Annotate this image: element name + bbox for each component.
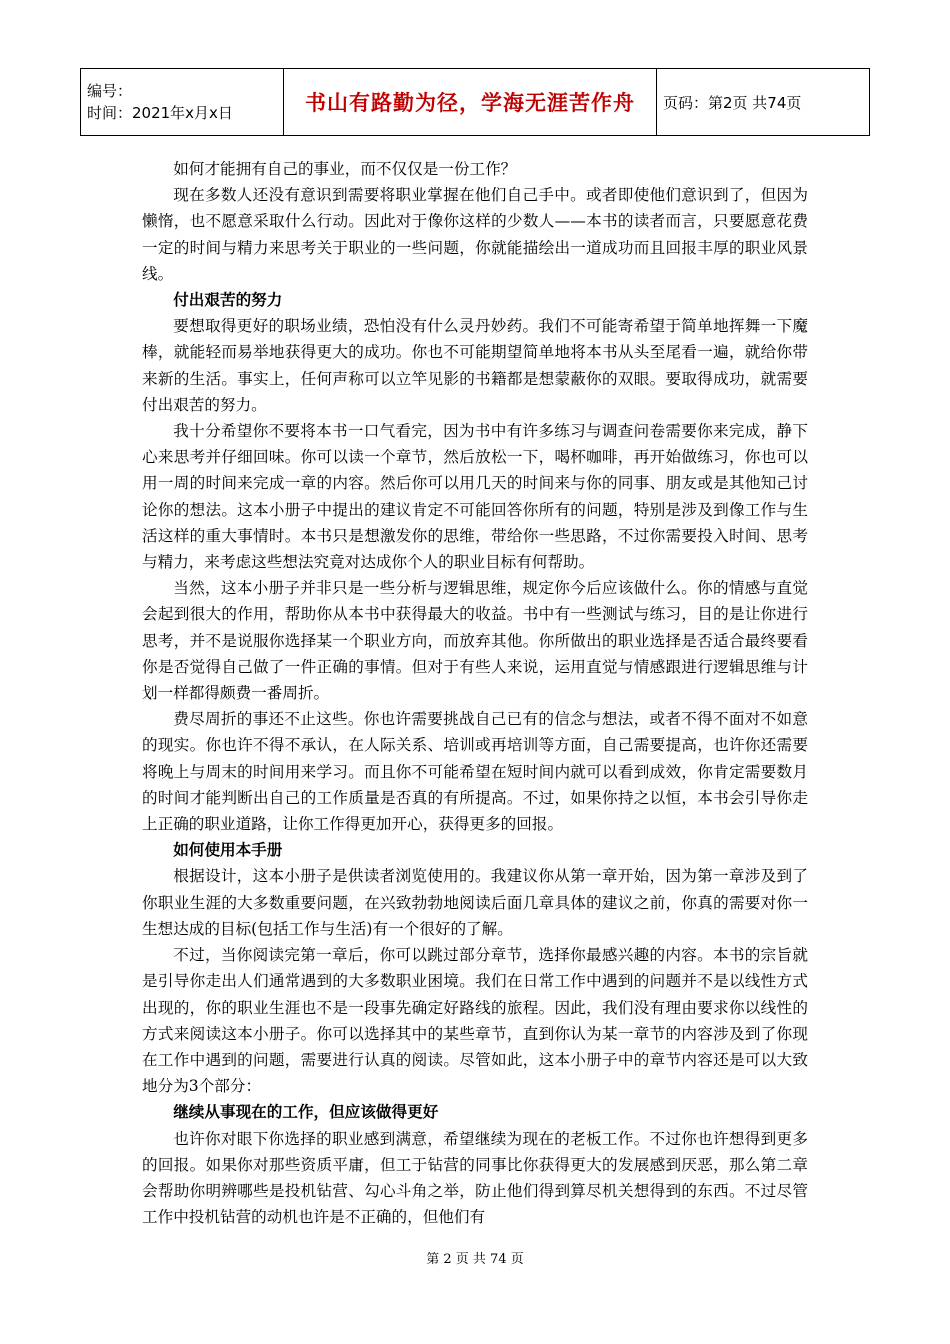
document-time: 时间：2021年x月x日 <box>87 104 233 122</box>
page-header <box>80 68 870 136</box>
document-body <box>142 156 808 1230</box>
body-paragraph: 当然，这本小册子并非只是一些分析与逻辑思维，规定你今后应该做什么。你的情感与直觉会起到很大的作用，帮助你从本书中获得最大的收益。书中有一些测试与练习，目的是让你进行思考，并不是说服你选择某一个职业方向，而放弃其他。你所做出的职业选择是否适合最终要看你是否觉得自己做了一件正确的事情。但对于有些人来说，运用直觉与情感跟进行逻辑思维与计划一样都得颇费一番周折。 <box>142 579 808 703</box>
body-paragraph: 费尽周折的事还不止这些。你也许需要挑战自己已有的信念与想法，或者不得不面对不如意的现实。你也许不得不承认，在人际关系、培训或再培训等方面，自己需要提高，也许你还需要将晚上与周末的时间用来学习。而且你不可能希望在短时间内就可以看到成效，你肯定需要数月的时间才能判断出自己的工作质量是否真的有所提高。不过，如果你持之以恒，本书会引导你走上正确的职业道路，让你工作得更加开心，获得更多的回报。 <box>142 710 808 834</box>
section-heading: 付出艰苦的努力 <box>173 291 283 310</box>
header-meta <box>81 69 284 136</box>
section-heading: 继续从事现在的工作，但应该做得更好 <box>173 1103 439 1122</box>
body-paragraph: 要想取得更好的职场业绩，恐怕没有什么灵丹妙药。我们不可能寄希望于简单地挥舞一下魔棒，就能轻而易举地获得更大的成功。你也不可能期望简单地将本书从头至尾看一遍，就给你带来新的生活。事实上，任何声称可以立竿见影的书籍都是想蒙蔽你的双眼。要取得成功，就需要付出艰苦的努力。 <box>142 317 808 414</box>
body-paragraph: 现在多数人还没有意识到需要将职业掌握在他们自己手中。或者即使他们意识到了，但因为懒惰，也不愿意采取什么行动。因此对于像你这样的少数人——本书的读者而言，只要愿意花费一定的时间与精力来思考关于职业的一些问题，你就能描绘出一道成功而且回报丰厚的职业风景线。 <box>142 186 808 283</box>
body-paragraph: 根据设计，这本小册子是供读者浏览使用的。我建议你从第一章开始，因为第一章涉及到了你职业生涯的大多数重要问题，在兴致勃勃地阅读后面几章具体的建议之前，你真的需要对你一生想达成的目标(包括工作与生活)有一个很好的了解。 <box>142 867 808 938</box>
page-footer: 第 2 页 共 74 页 <box>426 1252 524 1267</box>
body-paragraph: 我十分希望你不要将本书一口气看完，因为书中有许多练习与调查问卷需要你来完成，静下心来思考并仔细回味。你可以读一个章节，然后放松一下，喝杯咖啡，再开始做练习，你也可以用一周的时间来完成一章的内容。然后你可以用几天的时间来与你的同事、朋友或是其他知己讨论你的想法。这本小册子中提出的建议肯定不可能回答你所有的问题，特别是涉及到像工作与生活这样的重大事情时。本书只是想激发你的思维，带给你一些思路，不过你需要投入时间、思考与精力，来考虑这些想法究竟对达成你个人的职业目标有何帮助。 <box>142 422 808 572</box>
body-paragraph: 不过，当你阅读完第一章后，你可以跳过部分章节，选择你最感兴趣的内容。本书的宗旨就是引导你走出人们通常遇到的大多数职业困境。我们在日常工作中遇到的问题并不是以线性方式出现的，你的职业生涯也不是一段事先确定好路线的旅程。因此，我们没有理由要求你以线性的方式来阅读这本小册子。你可以选择其中的某些章节，直到你认为某一章节的内容涉及到了你现在工作中遇到的问题，需要进行认真的阅读。尽管如此，这本小册子中的章节内容还是可以大致地分为3个部分： <box>142 946 808 1096</box>
body-paragraph: 也许你对眼下你选择的职业感到满意，希望继续为现在的老板工作。不过你也许想得到更多的回报。如果你对那些资质平庸，但工于钻营的同事比你获得更大的发展感到厌恶，那么第二章会帮助你明辨哪些是投机钻营、勾心斗角之举，防止他们得到算尽机关想得到的东西。不过尽管工作中投机钻营的动机也许是不正确的，但他们有 <box>142 1129 808 1227</box>
body-paragraph: 如何才能拥有自己的事业，而不仅仅是一份工作？ <box>173 160 517 178</box>
section-heading: 如何使用本手册 <box>173 841 283 860</box>
header-motto: 书山有路勤为径，学海无涯苦作舟 <box>284 69 657 136</box>
document-number-label: 编号： <box>87 82 133 100</box>
header-page-info: 页码：第2页 共74页 <box>657 69 870 136</box>
